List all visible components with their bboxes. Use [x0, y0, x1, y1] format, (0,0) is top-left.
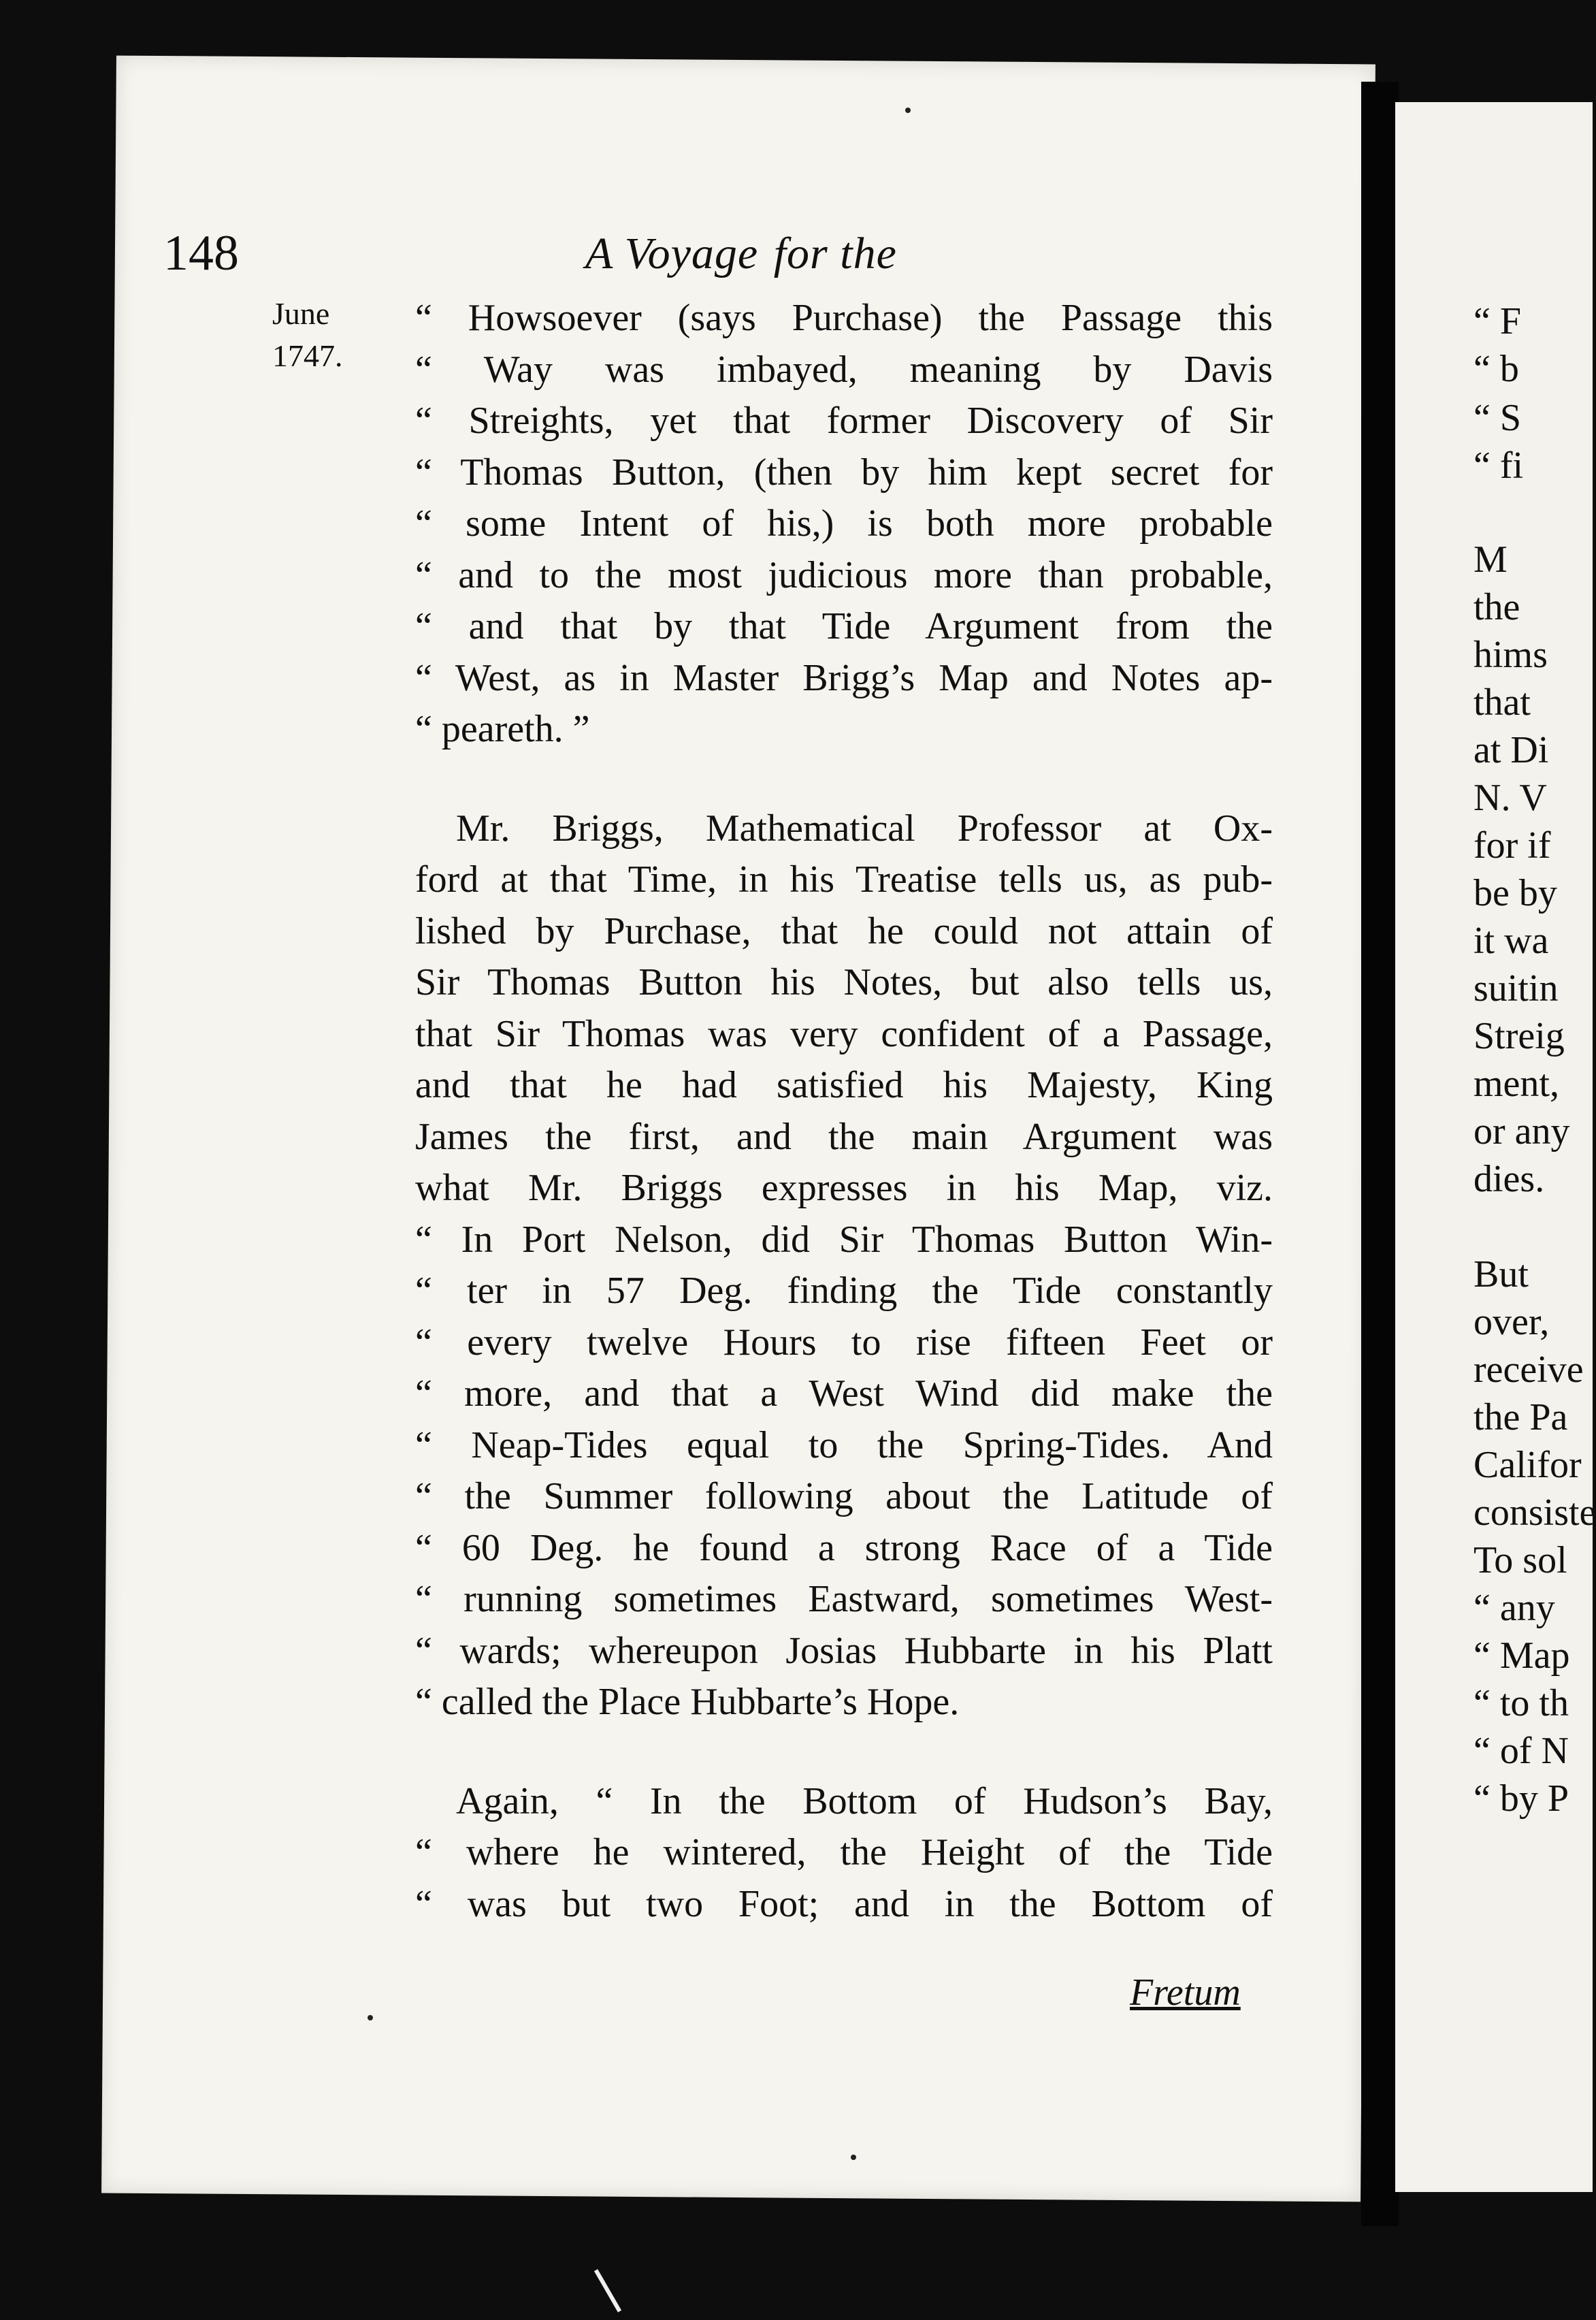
facing-page-fragment: that [1473, 681, 1531, 724]
text-line: “ the Summer following about the Latitude of [415, 1475, 1273, 1517]
text-line: ford at that Time, in his Treatise tells us, as pub- [415, 858, 1273, 901]
facing-page-fragment: suitin [1473, 967, 1559, 1010]
facing-page-fragment: “ S [1473, 397, 1521, 439]
facing-page-fragment: at Di [1473, 729, 1549, 771]
facing-page-fragment: “ of N [1473, 1730, 1569, 1772]
facing-page-fragment: receive [1473, 1349, 1584, 1391]
text-line: “ running sometimes Eastward, sometimes West- [415, 1578, 1273, 1620]
speck [905, 108, 911, 113]
text-line: “ every twelve Hours to rise fifteen Feet or [415, 1321, 1273, 1364]
running-head-suffix: for the [773, 229, 897, 278]
facing-page-fragment: Califor [1473, 1444, 1582, 1486]
facing-page-fragment: dies. [1473, 1158, 1545, 1200]
text-line: “ wards; whereupon Josias Hubbarte in his Platt [415, 1629, 1273, 1672]
text-line: “ Streights, yet that former Discovery of Sir [415, 400, 1273, 442]
text-line: “ Thomas Button, (then by him kept secret for [415, 451, 1273, 494]
facing-page-fragment: hims [1473, 634, 1548, 676]
margin-date [272, 293, 368, 377]
text-line: “ 60 Deg. he found a strong Race of a Tide [415, 1526, 1273, 1569]
facing-page-fragment: But [1473, 1253, 1529, 1295]
book-gutter [1361, 82, 1399, 2226]
text-line: James the first, and the main Argument was [415, 1115, 1273, 1158]
facing-page-fragment: consiste [1473, 1492, 1596, 1534]
text-line: “ In Port Nelson, did Sir Thomas Button Win- [415, 1218, 1273, 1261]
facing-page-fragment: M [1473, 538, 1508, 581]
text-line: “ Howsoever (says Purchase) the Passage this [415, 297, 1273, 339]
text-line: “ Way was imbayed, meaning by Davis [415, 348, 1273, 391]
facing-page-fragment: To sol [1473, 1539, 1567, 1581]
text-line: that Sir Thomas was very confident of a Passage, [415, 1012, 1273, 1055]
text-line: “ some Intent of his,) is both more probable [415, 502, 1273, 545]
text-line: “ West, as in Master Brigg’s Map and Notes ap- [415, 656, 1273, 699]
facing-page-fragment: N. V [1473, 777, 1547, 819]
facing-page-fragment: Streig [1473, 1015, 1565, 1057]
scan-mark [594, 2269, 621, 2313]
facing-page-fragment: the Pa [1473, 1396, 1568, 1438]
text-line: “ where he wintered, the Height of the Tide [415, 1831, 1273, 1873]
text-line: “ Neap-Tides equal to the Spring-Tides. And [415, 1423, 1273, 1466]
speck [368, 2015, 373, 2020]
facing-page-fragment: “ any [1473, 1587, 1555, 1629]
text-line: “ and that by that Tide Argument from the [415, 605, 1273, 647]
facing-page-fragment: ment, [1473, 1063, 1559, 1105]
facing-page-fragment: “ to th [1473, 1682, 1569, 1724]
text-line: “ was but two Foot; and in the Bottom of [415, 1882, 1273, 1925]
text-line: and that he had satisfied his Majesty, King [415, 1064, 1273, 1106]
facing-page-fragment: “ by P [1473, 1777, 1569, 1820]
text-line: Mr. Briggs, Mathematical Professor at Ox- [456, 807, 1273, 850]
facing-page-fragment: “ F [1473, 300, 1521, 342]
speck [851, 2155, 856, 2160]
text-line: “ and to the most judicious more than probable, [415, 553, 1273, 596]
text-line: “ called the Place Hubbarte’s Hope. [415, 1681, 960, 1723]
text-line: Sir Thomas Button his Notes, but also tells us, [415, 961, 1273, 1003]
text-line: “ ter in 57 Deg. finding the Tide constantly [415, 1270, 1273, 1312]
running-head-prefix: A Voyage [585, 229, 759, 278]
text-line: “ peareth. ” [415, 708, 590, 750]
body-text [415, 293, 1273, 1930]
text-line: “ more, and that a West Wind did make the [415, 1372, 1273, 1415]
facing-page-fragment: the [1473, 586, 1520, 628]
catchword: Fretum [1130, 1971, 1241, 2014]
facing-page-fragment: “ b [1473, 348, 1519, 390]
facing-page-fragment: be by [1473, 872, 1557, 914]
facing-page-fragment: over, [1473, 1301, 1550, 1343]
facing-page-fragment: “ Map [1473, 1634, 1570, 1677]
facing-page-fragment: or any [1473, 1110, 1570, 1153]
facing-page-fragment: for if [1473, 824, 1551, 867]
text-line: what Mr. Briggs expresses in his Map, viz. [415, 1167, 1273, 1209]
facing-page-fragment: it wa [1473, 920, 1549, 962]
facing-page-fragment: “ fi [1473, 445, 1524, 487]
text-line: Again, “ In the Bottom of Hudson’s Bay, [456, 1779, 1273, 1822]
running-head [585, 228, 897, 280]
margin-year: 1747. [272, 338, 343, 373]
page-number: 148 [163, 225, 239, 281]
text-line: lished by Purchase, that he could not attain of [415, 909, 1273, 952]
margin-month: June [272, 296, 330, 331]
